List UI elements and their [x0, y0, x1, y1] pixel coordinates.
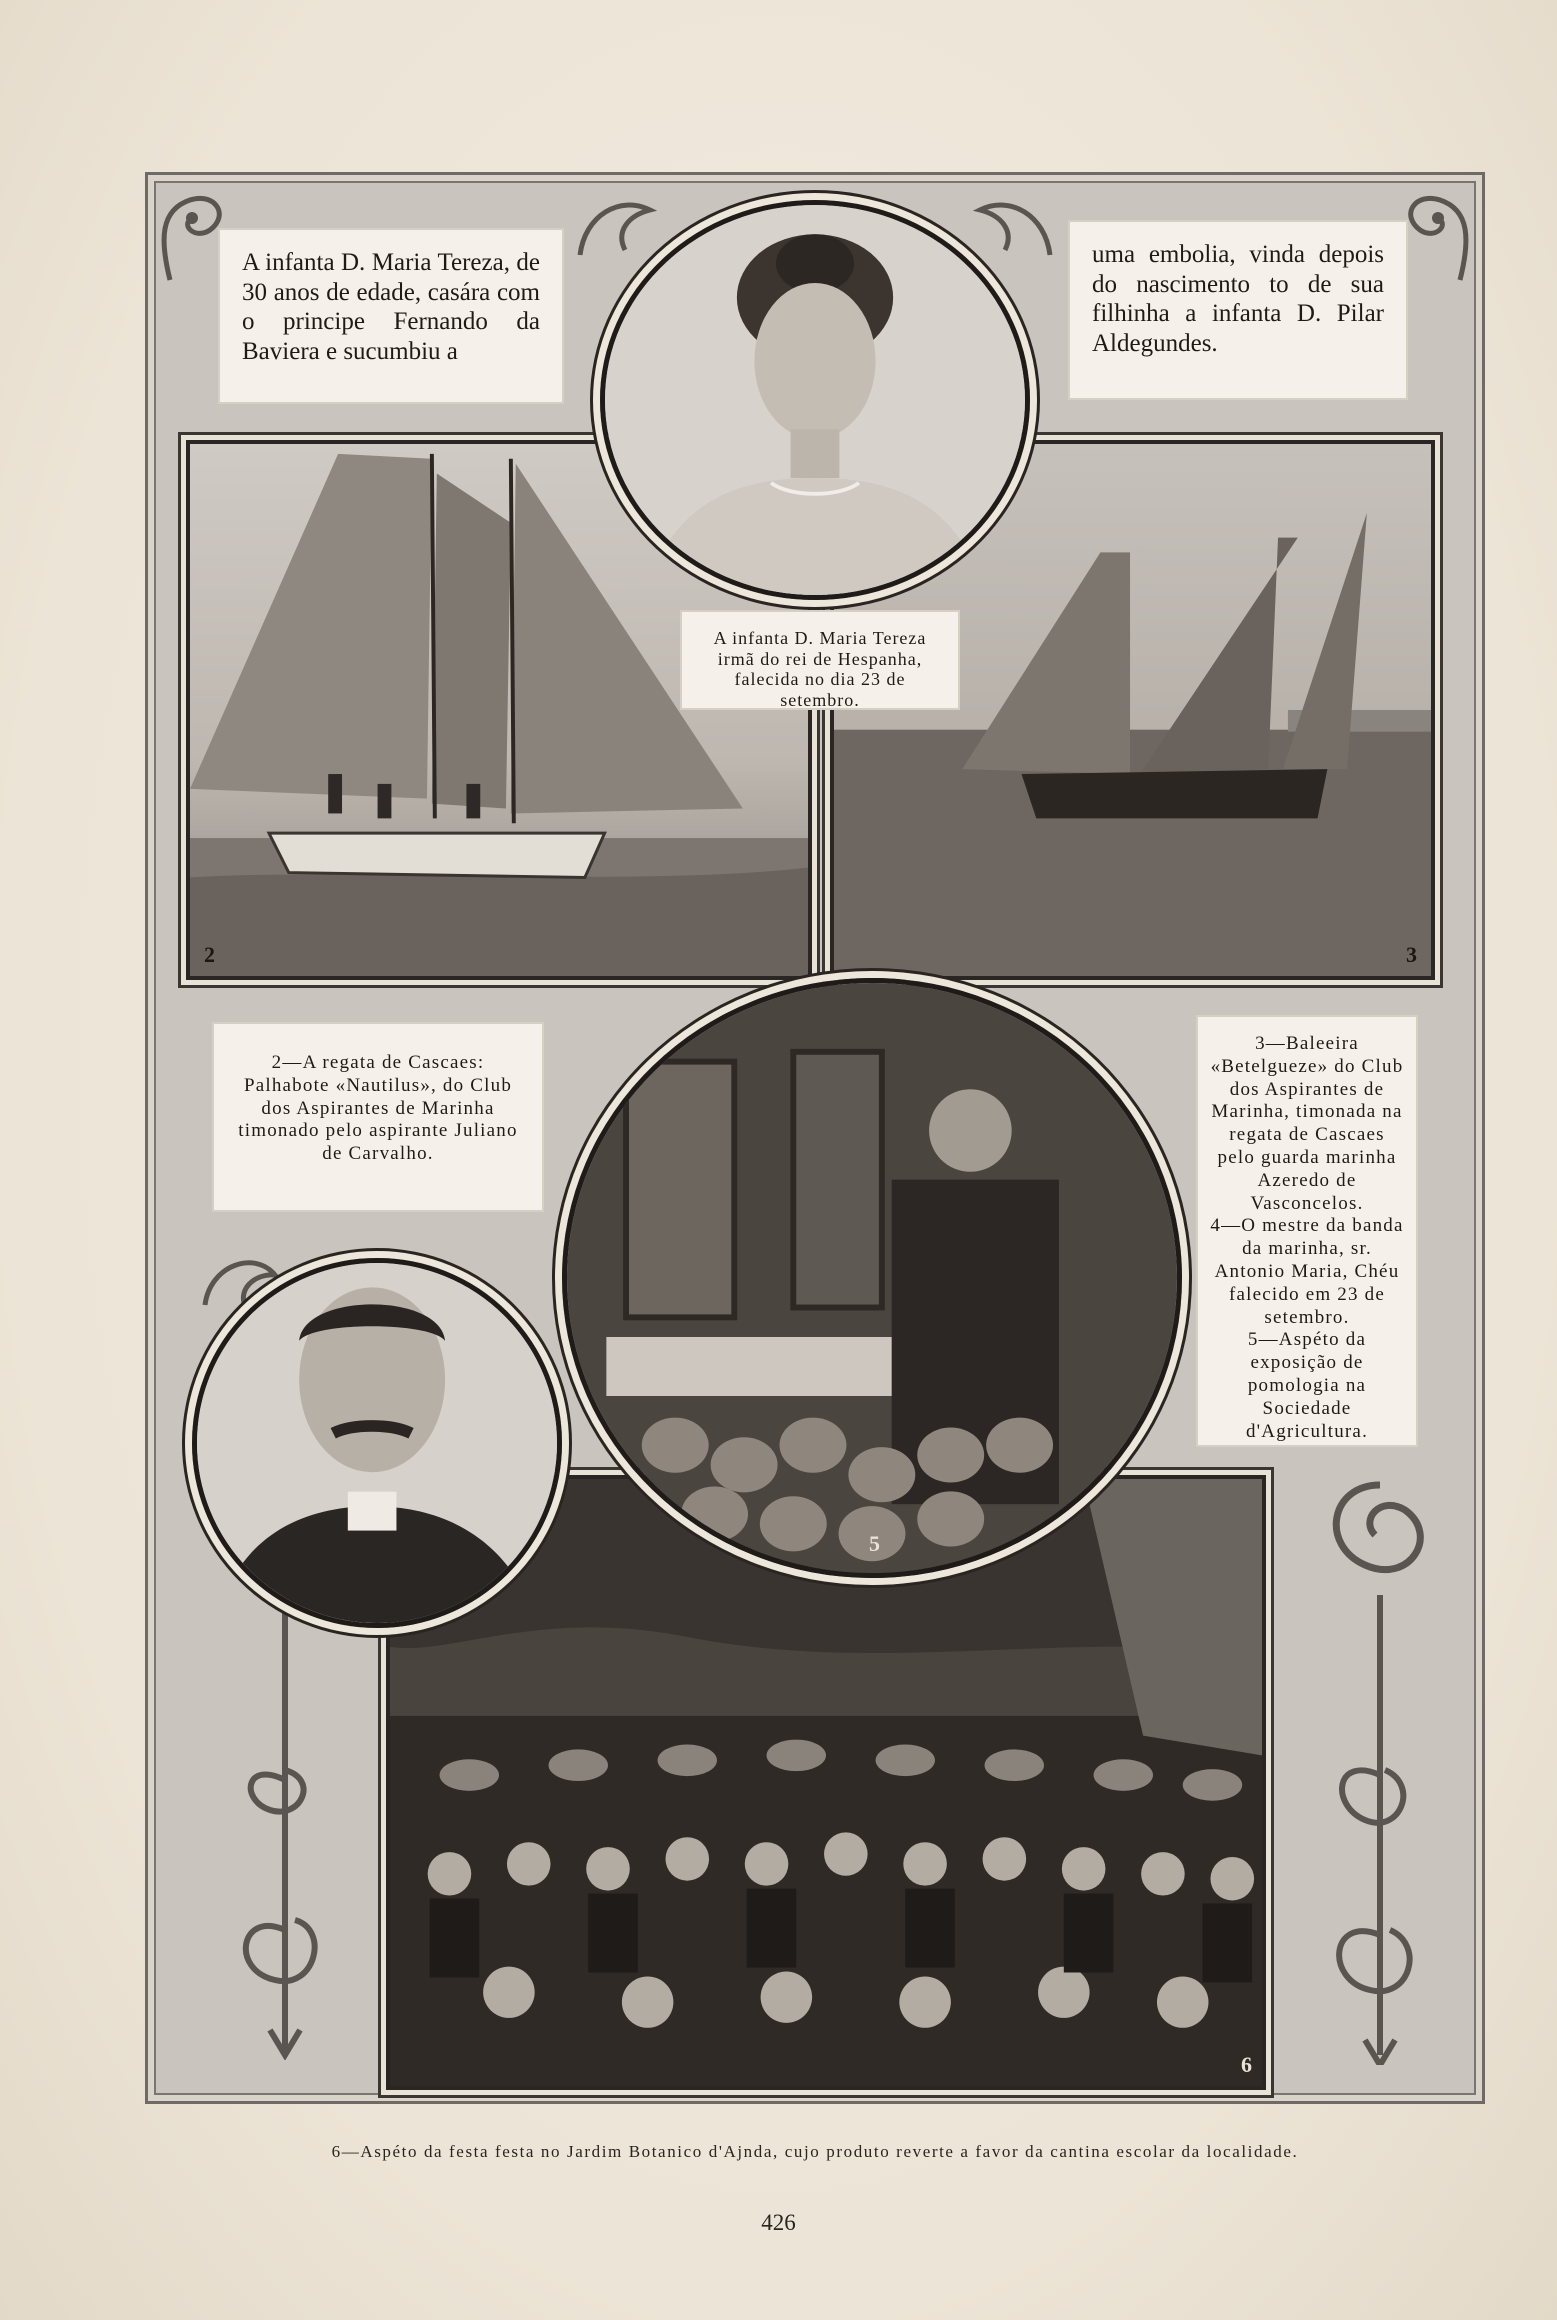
vine-ornament-left [225, 1610, 345, 2060]
scroll-ornament-top-center-right [970, 185, 1060, 275]
photo-number-2: 2 [204, 942, 215, 967]
caption-3: 3—Baleeira «Betelgueze» do Club dos Aspirantes de Marinha, timonada na regata de Cascaes pelo guarda marinha Azeredo de Vasconcelos. [1210, 1033, 1404, 1214]
photo-pomology-exhibition [562, 978, 1182, 1578]
photo-number-5: 5 [869, 1531, 880, 1556]
page-number: 426 [761, 2210, 796, 2235]
captions-right-column [1196, 1015, 1418, 1447]
bottom-caption: 6—Aspéto da festa festa no Jardim Botanico d'Ajnda, cujo produto reverte a favor da cantina escolar da localidade. [331, 2142, 1299, 2161]
caption-regatta-cascaes: 2—A regata de Cascaes: Palhabote «Nautilus», do Club dos Aspirantes de Marinha timonado pelo aspirante Juliano de Carvalho. [212, 1022, 544, 1212]
caption-4: 4—O mestre da banda da marinha, sr. Antonio Maria, Chéu falecido em 23 de setembro. [1210, 1215, 1404, 1328]
intro-text-left: A infanta D. Maria Tereza, de 30 anos de edade, casára com o principe Fernando da Baviera e sucumbiu a [218, 228, 564, 404]
caption-5: 5—Aspéto da exposição de pomologia na Sociedade d'Agricultura. [1245, 1329, 1369, 1442]
photo-number-6: 6 [1241, 2052, 1252, 2077]
photo-number-3: 3 [1406, 942, 1417, 967]
portrait-mestre-banda [192, 1258, 562, 1628]
photo-number-4: 4 [215, 1567, 226, 1592]
portrait-caption: A infanta D. Maria Tereza irmã do rei de Hespanha, falecida no dia 23 de setembro. [680, 610, 960, 710]
vine-ornament-right [1310, 1475, 1450, 2065]
intro-text-right: uma embolia, vinda depois do nascimento to de sua filhinha a infanta D. Pilar Aldegundes. [1068, 220, 1408, 400]
scroll-ornament-top-center-left [570, 185, 660, 275]
portrait-infanta-maria-tereza [600, 200, 1030, 600]
